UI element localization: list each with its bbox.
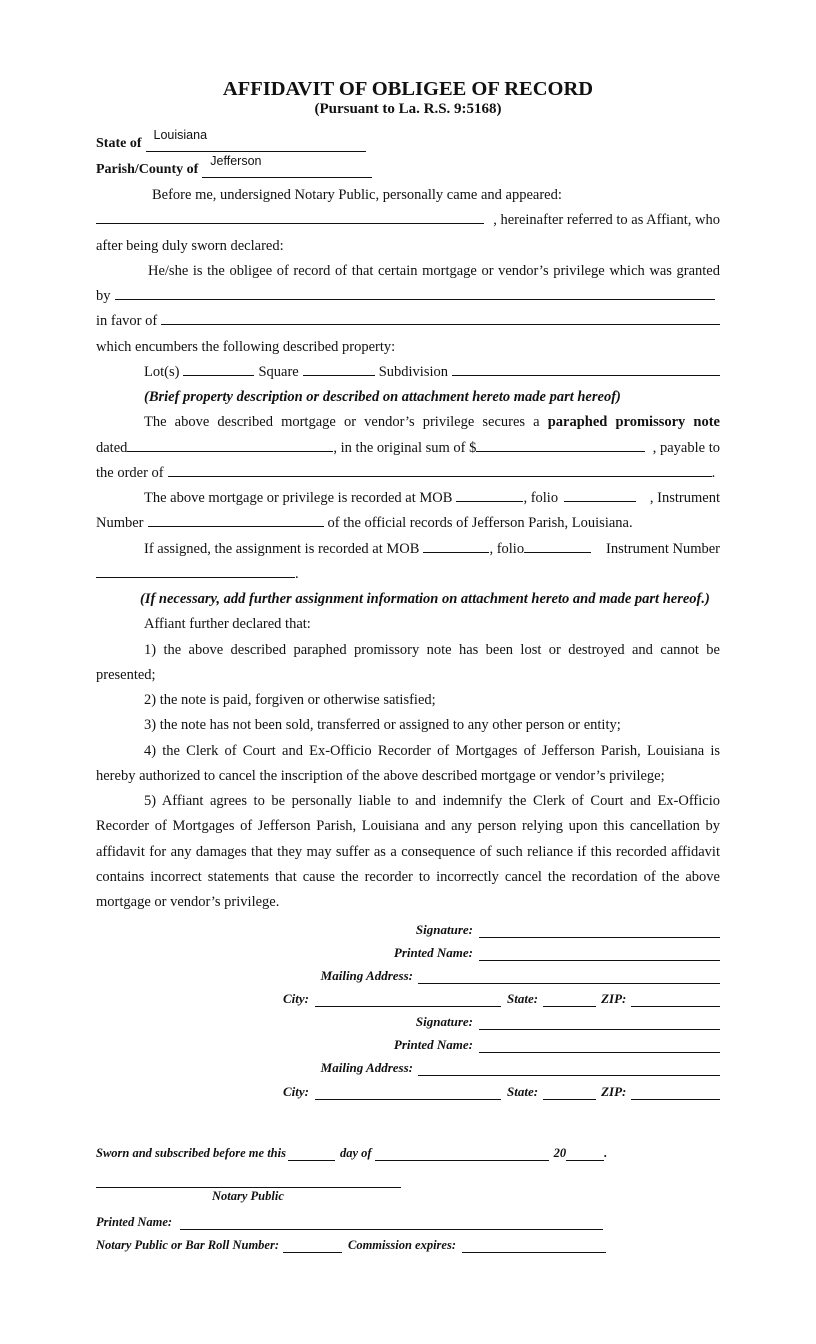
text-line — [96, 814, 720, 839]
period: . — [711, 464, 716, 481]
mailing-address-label: Mailing Address: — [320, 1060, 413, 1075]
text-line — [96, 688, 720, 713]
assignment-note: (If necessary, add further assignment information on attachment hereto and made part hereof.) — [140, 591, 710, 607]
year-label: 20 — [553, 1146, 567, 1160]
text-line — [96, 840, 720, 865]
folio-label: , folio — [523, 490, 559, 506]
printed-name-row — [300, 941, 720, 961]
commission-blank[interactable] — [462, 1239, 606, 1253]
bar-roll-blank[interactable] — [283, 1239, 342, 1253]
order-blank[interactable] — [168, 463, 712, 477]
city-blank[interactable] — [315, 1086, 501, 1100]
state-field[interactable] — [146, 128, 366, 152]
state-value: Louisiana — [153, 128, 208, 142]
sworn-row — [96, 1141, 607, 1161]
mailing-address-blank[interactable] — [418, 970, 720, 984]
item-5-text: 5) Affiant agrees to be personally liable to and indemnify the Clerk of Court and Ex-Officio — [144, 793, 720, 809]
state-label: State: — [507, 991, 539, 1006]
text-line — [96, 890, 720, 915]
in-favor-blank[interactable] — [161, 311, 720, 325]
text-line — [96, 587, 720, 612]
text-line — [96, 410, 720, 435]
order-line — [96, 461, 720, 486]
parish-label: Parish/County of — [96, 162, 199, 177]
parish-value: Jefferson — [210, 154, 262, 168]
parish-field[interactable] — [202, 154, 372, 178]
granted-by-blank[interactable] — [115, 286, 715, 300]
mob-line — [96, 486, 720, 511]
dated-blank[interactable] — [127, 438, 333, 452]
dated-line — [96, 436, 720, 461]
text-line — [96, 764, 720, 789]
sum-blank[interactable] — [476, 438, 645, 452]
property-description-note: (Brief property description or described on attachment hereto made part hereof) — [144, 389, 621, 405]
item-3-text: 3) the note has not been sold, transferred or assigned to any other person or entity; — [144, 717, 621, 734]
printed-name-row — [300, 1033, 720, 1053]
zip-label: ZIP: — [601, 1084, 627, 1099]
parish-row — [96, 154, 372, 178]
signature-blank[interactable] — [479, 1016, 720, 1030]
secures-text: The above described mortgage or vendor’s privilege secures a — [144, 414, 540, 431]
printed-name-blank[interactable] — [479, 1039, 720, 1053]
granted-by-line — [96, 284, 720, 309]
text-line — [96, 789, 720, 814]
lots-blank[interactable] — [183, 362, 254, 376]
city-blank[interactable] — [315, 993, 501, 1007]
instrument-line — [96, 511, 720, 536]
subdivision-label: Subdivision — [378, 363, 448, 380]
assignment-line — [96, 537, 720, 562]
signature-row — [300, 918, 720, 938]
subdivision-blank[interactable] — [452, 362, 720, 376]
notary-printed-name-blank[interactable] — [180, 1216, 603, 1230]
signature-row — [300, 1010, 720, 1030]
assignment-mob-label: If assigned, the assignment is recorded at MOB — [144, 540, 420, 557]
notary-signature-line[interactable] — [96, 1187, 401, 1188]
document-title: AFFIDAVIT OF OBLIGEE OF RECORD — [222, 78, 594, 100]
item-5-cont: affidavit for any damages that they may suffer as a consequence of such reliance if this recorded affidavit — [96, 843, 720, 860]
year-blank[interactable] — [566, 1147, 604, 1161]
printed-name-label: Printed Name: — [393, 1037, 473, 1052]
item-2-text: 2) the note is paid, forgiven or otherwise satisfied; — [144, 692, 436, 708]
assignment-instrument-blank[interactable] — [96, 564, 295, 578]
mailing-address-label: Mailing Address: — [320, 968, 413, 983]
state-row — [96, 128, 366, 152]
state-blank[interactable] — [543, 1086, 596, 1100]
affiant-line — [96, 208, 720, 233]
sworn-label: Sworn and subscribed before me this — [96, 1146, 286, 1160]
zip-blank[interactable] — [631, 1086, 720, 1100]
state-blank[interactable] — [543, 993, 596, 1007]
item-5-cont: Recorder of Mortgages of Jefferson Parish, Louisiana and any person relying upon this cancellation by — [96, 818, 720, 835]
item-5-end: mortgage or vendor’s privilege. — [96, 894, 280, 910]
text-line — [96, 713, 720, 738]
state-label: State of — [96, 136, 142, 151]
mailing-address-row — [300, 1056, 720, 1076]
sworn-text: after being duly sworn declared: — [96, 237, 284, 254]
mailing-address-row — [300, 964, 720, 984]
item-1-text: 1) the above described paraphed promissory note has been lost or destroyed and cannot be — [144, 641, 720, 658]
mailing-address-blank[interactable] — [418, 1062, 720, 1076]
paraphed-note-text: paraphed promissory note — [547, 414, 720, 431]
text-line — [96, 259, 720, 284]
item-5-cont: contains incorrect statements that cause the recorder to incorrectly cancel the recordation of the above — [96, 868, 720, 885]
text-line — [96, 335, 720, 360]
dated-label: dated — [96, 439, 128, 456]
assignment-folio-label: , folio — [489, 540, 525, 557]
period: . — [604, 1146, 608, 1160]
payable-text: , payable to — [652, 439, 720, 456]
printed-name-label: Printed Name: — [393, 945, 473, 960]
item-4-cont: hereby authorized to cancel the inscription of the above described mortgage or vendor’s privilege; — [96, 767, 665, 784]
text-line — [96, 865, 720, 890]
records-text: of the official records of Jefferson Parish, Louisiana. — [327, 515, 633, 532]
city-row — [283, 1080, 720, 1100]
bar-roll-row — [96, 1233, 606, 1253]
in-favor-label: in favor of — [96, 313, 158, 330]
state-label: State: — [507, 1084, 539, 1099]
encumbers-text: which encumbers the following described property: — [96, 338, 396, 355]
bar-roll-label: Notary Public or Bar Roll Number: — [96, 1238, 279, 1252]
city-label: City: — [283, 1084, 309, 1099]
item-4-text: 4) the Clerk of Court and Ex-Officio Recorder of Mortgages of Jefferson Parish, Louisiana is — [144, 742, 720, 759]
affiant-name-blank[interactable] — [96, 210, 484, 224]
printed-name-blank[interactable] — [479, 947, 720, 961]
notary-printed-name-row — [96, 1210, 603, 1230]
signature-label: Signature: — [415, 922, 473, 937]
text-line — [96, 385, 720, 410]
item-1-cont: presented; — [96, 666, 156, 683]
commission-label: Commission expires: — [348, 1238, 456, 1252]
text-line — [96, 612, 720, 637]
text-line — [96, 739, 720, 764]
month-blank[interactable] — [375, 1147, 549, 1161]
city-row — [283, 987, 720, 1007]
lots-label: Lot(s) — [144, 363, 180, 380]
notary-public-label: Notary Public — [212, 1189, 284, 1203]
property-line — [96, 360, 720, 385]
instrument-label: , Instrument — [649, 490, 720, 506]
text-line — [96, 234, 720, 259]
day-blank[interactable] — [288, 1147, 335, 1161]
notary-printed-name-label: Printed Name: — [96, 1215, 173, 1229]
mob-blank[interactable] — [456, 488, 523, 502]
appearance-text: Before me, undersigned Notary Public, personally came and appeared: — [152, 187, 562, 203]
zip-label: ZIP: — [601, 991, 627, 1006]
assignment-instrument-label: Instrument Number — [606, 540, 720, 557]
day-of-label: day of — [339, 1146, 372, 1160]
assignment-number-line — [96, 562, 720, 587]
square-blank[interactable] — [303, 362, 375, 376]
declared-text: Affiant further declared that: — [144, 616, 311, 633]
affidavit-body — [96, 183, 720, 915]
signature-blank[interactable] — [479, 924, 720, 938]
city-label: City: — [283, 991, 309, 1006]
mob-label: The above mortgage or privilege is recorded at MOB — [144, 490, 453, 506]
text-line — [96, 638, 720, 663]
affiant-text: , hereinafter referred to as Affiant, who — [493, 212, 720, 229]
assignment-mob-blank[interactable] — [423, 539, 489, 553]
document-subtitle: (Pursuant to La. R.S. 9:5168) — [314, 101, 502, 117]
signature-label: Signature: — [415, 1014, 473, 1029]
square-label: Square — [258, 363, 299, 380]
folio-blank[interactable] — [564, 488, 636, 502]
period: . — [295, 565, 299, 582]
order-label: the order of — [96, 464, 164, 481]
zip-blank[interactable] — [631, 993, 720, 1007]
text-line — [96, 183, 720, 208]
number-label: Number — [96, 515, 144, 532]
text-line — [96, 663, 720, 688]
in-favor-line — [96, 309, 720, 334]
by-label: by — [96, 288, 111, 304]
assignment-folio-blank[interactable] — [524, 539, 591, 553]
obligee-text: He/she is the obligee of record of that certain mortgage or vendor’s privilege which was granted — [148, 262, 720, 279]
instrument-number-blank[interactable] — [148, 513, 324, 527]
sum-label: , in the original sum of $ — [333, 439, 477, 456]
